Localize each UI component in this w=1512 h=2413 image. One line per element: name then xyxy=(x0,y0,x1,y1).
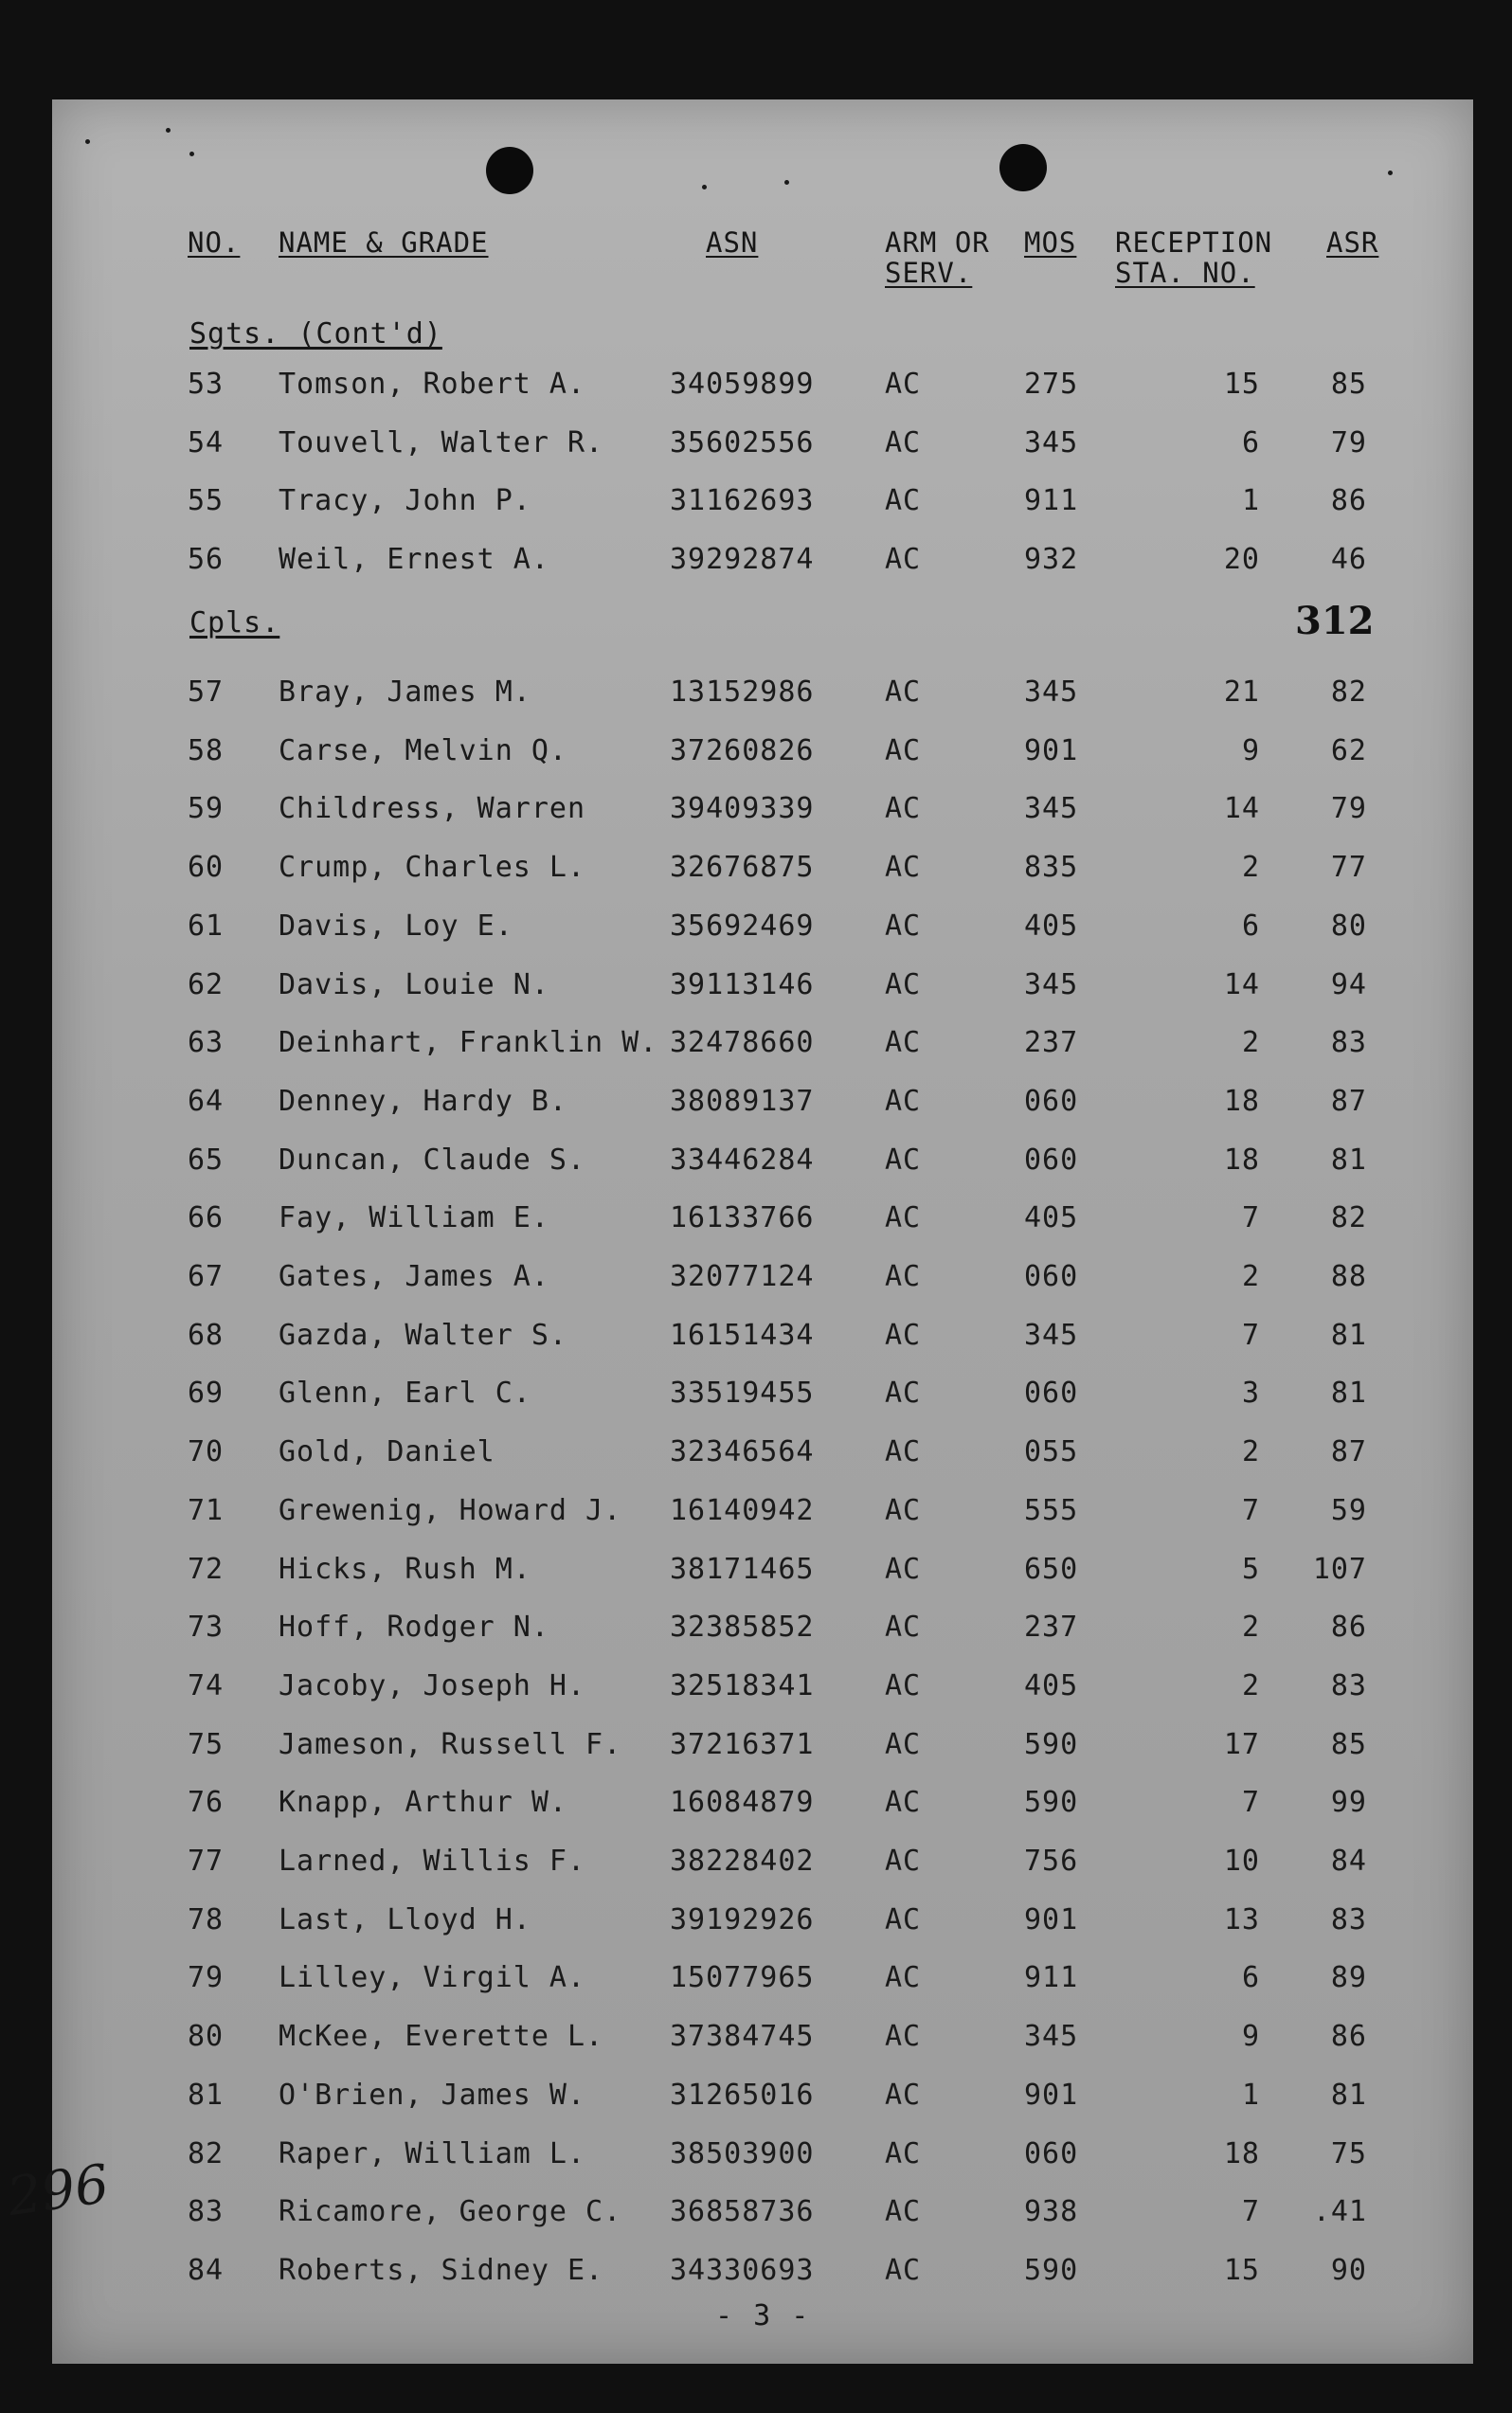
row-arm-or-serv: AC xyxy=(885,2195,922,2229)
row-arm-or-serv: AC xyxy=(885,1845,922,1878)
row-number: 56 xyxy=(188,542,225,576)
row-reception-station: 15 xyxy=(1223,2253,1260,2287)
row-mos: 938 xyxy=(1024,2195,1079,2229)
table-row xyxy=(52,2079,1473,2116)
page-number: - 3 - xyxy=(715,2299,811,2332)
row-asr: 46 xyxy=(1330,542,1367,576)
row-mos: 060 xyxy=(1024,1143,1079,1177)
row-asn: 37384745 xyxy=(670,2020,815,2054)
row-reception-station: 20 xyxy=(1223,542,1260,576)
row-number: 73 xyxy=(188,1611,225,1645)
row-reception-station: 2 xyxy=(1241,1435,1260,1469)
cpls-annotation: 312 xyxy=(1295,599,1375,643)
row-mos: 650 xyxy=(1024,1552,1079,1586)
row-asr: 79 xyxy=(1330,792,1367,826)
row-reception-station: 6 xyxy=(1241,425,1260,459)
row-arm-or-serv: AC xyxy=(885,909,922,943)
row-number: 70 xyxy=(188,1435,225,1469)
row-name-grade: Duncan, Claude S. xyxy=(279,1143,586,1177)
row-mos: 055 xyxy=(1024,1435,1079,1469)
row-asn: 39192926 xyxy=(670,1902,815,1936)
speck xyxy=(784,180,789,185)
row-mos: 590 xyxy=(1024,2253,1079,2287)
row-asn: 38503900 xyxy=(670,2136,815,2170)
row-reception-station: 18 xyxy=(1223,1143,1260,1177)
row-asr: 82 xyxy=(1330,675,1367,709)
table-row xyxy=(52,734,1473,772)
row-number: 72 xyxy=(188,1552,225,1586)
document-page xyxy=(52,99,1473,2364)
row-reception-station: 1 xyxy=(1241,2078,1260,2112)
row-asn: 15077965 xyxy=(670,1961,815,1995)
row-asn: 13152986 xyxy=(670,675,815,709)
row-name-grade: Larned, Willis F. xyxy=(279,1845,586,1878)
row-reception-station: 7 xyxy=(1241,1493,1260,1527)
speck xyxy=(189,152,194,156)
row-asr: 82 xyxy=(1330,1201,1367,1235)
row-name-grade: Jacoby, Joseph H. xyxy=(279,1668,586,1702)
table-row xyxy=(52,2020,1473,2058)
row-mos: 345 xyxy=(1024,675,1079,709)
row-name-grade: Hicks, Rush M. xyxy=(279,1552,531,1586)
row-asr: 86 xyxy=(1330,484,1367,517)
row-mos: 555 xyxy=(1024,1493,1079,1527)
header-no: NO. xyxy=(188,226,241,259)
row-reception-station: 9 xyxy=(1241,2020,1260,2054)
row-reception-station: 7 xyxy=(1241,1201,1260,1235)
speck xyxy=(166,128,171,133)
row-name-grade: Roberts, Sidney E. xyxy=(279,2253,604,2287)
row-arm-or-serv: AC xyxy=(885,484,922,517)
row-arm-or-serv: AC xyxy=(885,2253,922,2287)
row-reception-station: 6 xyxy=(1241,1961,1260,1995)
row-name-grade: Davis, Louie N. xyxy=(279,967,549,1001)
row-reception-station: 6 xyxy=(1241,909,1260,943)
row-arm-or-serv: AC xyxy=(885,1961,922,1995)
row-asn: 38089137 xyxy=(670,1084,815,1118)
table-row xyxy=(52,1786,1473,1824)
row-asr: 75 xyxy=(1330,2136,1367,2170)
table-row xyxy=(52,851,1473,889)
row-asr: .41 xyxy=(1312,2195,1367,2229)
row-mos: 237 xyxy=(1024,1611,1079,1645)
table-row xyxy=(52,426,1473,464)
row-mos: 345 xyxy=(1024,1318,1079,1352)
row-name-grade: McKee, Everette L. xyxy=(279,2020,604,2054)
row-asn: 31162693 xyxy=(670,484,815,517)
row-reception-station: 9 xyxy=(1241,733,1260,767)
row-arm-or-serv: AC xyxy=(885,368,922,401)
row-asr: 88 xyxy=(1330,1260,1367,1293)
row-arm-or-serv: AC xyxy=(885,2020,922,2054)
row-number: 82 xyxy=(188,2136,225,2170)
row-reception-station: 21 xyxy=(1223,675,1260,709)
table-row xyxy=(52,1669,1473,1707)
row-arm-or-serv: AC xyxy=(885,1143,922,1177)
row-reception-station: 7 xyxy=(1241,1786,1260,1820)
row-number: 54 xyxy=(188,425,225,459)
row-asr: 89 xyxy=(1330,1961,1367,1995)
row-reception-station: 2 xyxy=(1241,1026,1260,1060)
row-number: 79 xyxy=(188,1961,225,1995)
punch-hole xyxy=(486,147,533,194)
row-asr: 62 xyxy=(1330,733,1367,767)
row-asn: 32676875 xyxy=(670,851,815,885)
row-name-grade: Lilley, Virgil A. xyxy=(279,1961,586,1995)
row-mos: 590 xyxy=(1024,1786,1079,1820)
row-reception-station: 2 xyxy=(1241,1260,1260,1293)
row-name-grade: Glenn, Earl C. xyxy=(279,1377,531,1411)
table-row xyxy=(52,968,1473,1006)
row-mos: 345 xyxy=(1024,967,1079,1001)
row-number: 58 xyxy=(188,733,225,767)
row-asr: 81 xyxy=(1330,1377,1367,1411)
row-name-grade: Gazda, Walter S. xyxy=(279,1318,567,1352)
row-arm-or-serv: AC xyxy=(885,1611,922,1645)
row-asn: 16133766 xyxy=(670,1201,815,1235)
row-name-grade: Denney, Hardy B. xyxy=(279,1084,567,1118)
row-asr: 86 xyxy=(1330,2020,1367,2054)
row-number: 57 xyxy=(188,675,225,709)
row-arm-or-serv: AC xyxy=(885,675,922,709)
row-arm-or-serv: AC xyxy=(885,1435,922,1469)
header-arm-or-serv-line2: SERV. xyxy=(885,257,973,289)
speck xyxy=(702,185,707,189)
row-number: 81 xyxy=(188,2078,225,2112)
row-asn: 16151434 xyxy=(670,1318,815,1352)
row-arm-or-serv: AC xyxy=(885,967,922,1001)
table-row xyxy=(52,1728,1473,1766)
row-name-grade: Last, Lloyd H. xyxy=(279,1902,531,1936)
row-asr: 81 xyxy=(1330,1318,1367,1352)
header-reception-line2: STA. NO. xyxy=(1115,257,1255,289)
row-mos: 237 xyxy=(1024,1026,1079,1060)
row-mos: 405 xyxy=(1024,909,1079,943)
row-arm-or-serv: AC xyxy=(885,1260,922,1293)
row-number: 84 xyxy=(188,2253,225,2287)
table-row xyxy=(52,1260,1473,1298)
row-arm-or-serv: AC xyxy=(885,542,922,576)
row-asn: 35692469 xyxy=(670,909,815,943)
row-arm-or-serv: AC xyxy=(885,2136,922,2170)
row-reception-station: 14 xyxy=(1223,967,1260,1001)
table-row xyxy=(52,1201,1473,1239)
table-row xyxy=(52,1377,1473,1414)
row-reception-station: 7 xyxy=(1241,2195,1260,2229)
row-asn: 16140942 xyxy=(670,1493,815,1527)
row-arm-or-serv: AC xyxy=(885,1552,922,1586)
row-mos: 345 xyxy=(1024,792,1079,826)
row-asr: 86 xyxy=(1330,1611,1367,1645)
table-row xyxy=(52,1494,1473,1532)
header-arm-or-serv-line1: ARM OR xyxy=(885,226,990,259)
row-reception-station: 18 xyxy=(1223,2136,1260,2170)
table-row xyxy=(52,1553,1473,1591)
row-name-grade: Jameson, Russell F. xyxy=(279,1727,622,1761)
row-asn: 37216371 xyxy=(670,1727,815,1761)
row-name-grade: Childress, Warren xyxy=(279,792,586,826)
row-asr: 90 xyxy=(1330,2253,1367,2287)
row-mos: 060 xyxy=(1024,1084,1079,1118)
table-row xyxy=(52,675,1473,713)
row-asr: 83 xyxy=(1330,1668,1367,1702)
row-name-grade: Fay, William E. xyxy=(279,1201,549,1235)
row-asn: 34330693 xyxy=(670,2253,815,2287)
row-asr: 81 xyxy=(1330,1143,1367,1177)
row-asr: 59 xyxy=(1330,1493,1367,1527)
row-reception-station: 2 xyxy=(1241,1611,1260,1645)
row-name-grade: Ricamore, George C. xyxy=(279,2195,622,2229)
row-number: 65 xyxy=(188,1143,225,1177)
row-name-grade: Carse, Melvin Q. xyxy=(279,733,567,767)
row-arm-or-serv: AC xyxy=(885,792,922,826)
row-arm-or-serv: AC xyxy=(885,2078,922,2112)
row-mos: 405 xyxy=(1024,1201,1079,1235)
row-number: 53 xyxy=(188,368,225,401)
table-row xyxy=(52,1026,1473,1064)
row-asn: 39409339 xyxy=(670,792,815,826)
row-asr: 83 xyxy=(1330,1026,1367,1060)
row-name-grade: Gates, James A. xyxy=(279,1260,549,1293)
row-mos: 901 xyxy=(1024,1902,1079,1936)
row-arm-or-serv: AC xyxy=(885,1377,922,1411)
section-cpls: Cpls. xyxy=(189,606,280,639)
speck xyxy=(85,139,90,144)
row-asn: 16084879 xyxy=(670,1786,815,1820)
table-row xyxy=(52,1611,1473,1648)
row-asr: 94 xyxy=(1330,967,1367,1001)
row-asn: 33446284 xyxy=(670,1143,815,1177)
row-name-grade: Deinhart, Franklin W. xyxy=(279,1026,658,1060)
row-arm-or-serv: AC xyxy=(885,1026,922,1060)
row-asr: 99 xyxy=(1330,1786,1367,1820)
row-name-grade: Bray, James M. xyxy=(279,675,531,709)
row-asr: 77 xyxy=(1330,851,1367,885)
row-asn: 31265016 xyxy=(670,2078,815,2112)
row-arm-or-serv: AC xyxy=(885,1084,922,1118)
row-number: 61 xyxy=(188,909,225,943)
punch-hole xyxy=(999,144,1047,191)
table-row xyxy=(52,1961,1473,1999)
row-asn: 38228402 xyxy=(670,1845,815,1878)
row-name-grade: Davis, Loy E. xyxy=(279,909,513,943)
row-reception-station: 3 xyxy=(1241,1377,1260,1411)
row-number: 83 xyxy=(188,2195,225,2229)
row-number: 80 xyxy=(188,2020,225,2054)
row-asn: 37260826 xyxy=(670,733,815,767)
row-number: 66 xyxy=(188,1201,225,1235)
table-row xyxy=(52,2195,1473,2233)
row-arm-or-serv: AC xyxy=(885,1727,922,1761)
row-number: 68 xyxy=(188,1318,225,1352)
row-reception-station: 5 xyxy=(1241,1552,1260,1586)
row-asn: 38171465 xyxy=(670,1552,815,1586)
row-number: 69 xyxy=(188,1377,225,1411)
row-reception-station: 2 xyxy=(1241,1668,1260,1702)
row-number: 76 xyxy=(188,1786,225,1820)
header-mos: MOS xyxy=(1024,226,1077,259)
row-number: 64 xyxy=(188,1084,225,1118)
row-mos: 345 xyxy=(1024,425,1079,459)
row-name-grade: Touvell, Walter R. xyxy=(279,425,604,459)
row-mos: 345 xyxy=(1024,2020,1079,2054)
row-asr: 87 xyxy=(1330,1435,1367,1469)
row-number: 62 xyxy=(188,967,225,1001)
table-row xyxy=(52,1435,1473,1473)
row-asn: 32346564 xyxy=(670,1435,815,1469)
table-row xyxy=(52,1903,1473,1941)
header-asn: ASN xyxy=(706,226,759,259)
row-reception-station: 10 xyxy=(1223,1845,1260,1878)
row-name-grade: Grewenig, Howard J. xyxy=(279,1493,622,1527)
row-reception-station: 1 xyxy=(1241,484,1260,517)
row-asr: 85 xyxy=(1330,1727,1367,1761)
row-asn: 33519455 xyxy=(670,1377,815,1411)
row-number: 77 xyxy=(188,1845,225,1878)
row-mos: 901 xyxy=(1024,2078,1079,2112)
row-asr: 83 xyxy=(1330,1902,1367,1936)
row-name-grade: Gold, Daniel xyxy=(279,1435,495,1469)
row-arm-or-serv: AC xyxy=(885,733,922,767)
row-mos: 901 xyxy=(1024,733,1079,767)
row-name-grade: Hoff, Rodger N. xyxy=(279,1611,549,1645)
row-asr: 81 xyxy=(1330,2078,1367,2112)
row-asn: 35602556 xyxy=(670,425,815,459)
row-reception-station: 15 xyxy=(1223,368,1260,401)
row-arm-or-serv: AC xyxy=(885,1201,922,1235)
row-reception-station: 17 xyxy=(1223,1727,1260,1761)
row-number: 59 xyxy=(188,792,225,826)
row-name-grade: Crump, Charles L. xyxy=(279,851,586,885)
row-arm-or-serv: AC xyxy=(885,1786,922,1820)
row-mos: 060 xyxy=(1024,1260,1079,1293)
row-name-grade: O'Brien, James W. xyxy=(279,2078,586,2112)
row-name-grade: Weil, Ernest A. xyxy=(279,542,549,576)
row-asr: 87 xyxy=(1330,1084,1367,1118)
row-number: 67 xyxy=(188,1260,225,1293)
row-mos: 756 xyxy=(1024,1845,1079,1878)
row-mos: 911 xyxy=(1024,484,1079,517)
row-name-grade: Tracy, John P. xyxy=(279,484,531,517)
row-asn: 32385852 xyxy=(670,1611,815,1645)
table-row xyxy=(52,2254,1473,2292)
row-asr: 84 xyxy=(1330,1845,1367,1878)
row-arm-or-serv: AC xyxy=(885,425,922,459)
table-row xyxy=(52,1845,1473,1882)
table-row xyxy=(52,909,1473,947)
table-row xyxy=(52,1085,1473,1123)
row-name-grade: Tomson, Robert A. xyxy=(279,368,586,401)
row-mos: 835 xyxy=(1024,851,1079,885)
row-mos: 590 xyxy=(1024,1727,1079,1761)
table-row xyxy=(52,484,1473,522)
row-asr: 107 xyxy=(1312,1552,1367,1586)
header-reception-line1: RECEPTION xyxy=(1115,226,1273,259)
row-asn: 32077124 xyxy=(670,1260,815,1293)
table-row xyxy=(52,792,1473,830)
row-number: 60 xyxy=(188,851,225,885)
margin-handwriting: 296 xyxy=(3,2152,113,2229)
row-reception-station: 13 xyxy=(1223,1902,1260,1936)
row-asr: 79 xyxy=(1330,425,1367,459)
row-asr: 85 xyxy=(1330,368,1367,401)
row-arm-or-serv: AC xyxy=(885,1668,922,1702)
row-name-grade: Knapp, Arthur W. xyxy=(279,1786,567,1820)
row-number: 63 xyxy=(188,1026,225,1060)
row-number: 74 xyxy=(188,1668,225,1702)
row-mos: 060 xyxy=(1024,1377,1079,1411)
row-mos: 405 xyxy=(1024,1668,1079,1702)
row-mos: 275 xyxy=(1024,368,1079,401)
row-arm-or-serv: AC xyxy=(885,1318,922,1352)
row-asn: 32478660 xyxy=(670,1026,815,1060)
speck xyxy=(1388,171,1393,175)
header-name-grade: NAME & GRADE xyxy=(279,226,489,259)
row-asn: 36858736 xyxy=(670,2195,815,2229)
row-number: 75 xyxy=(188,1727,225,1761)
table-row xyxy=(52,2137,1473,2175)
row-reception-station: 14 xyxy=(1223,792,1260,826)
section-sgts: Sgts. (Cont'd) xyxy=(189,317,442,351)
table-row xyxy=(52,1319,1473,1357)
row-reception-station: 2 xyxy=(1241,851,1260,885)
table-row xyxy=(52,543,1473,581)
row-asr: 80 xyxy=(1330,909,1367,943)
row-reception-station: 7 xyxy=(1241,1318,1260,1352)
row-arm-or-serv: AC xyxy=(885,1493,922,1527)
row-mos: 911 xyxy=(1024,1961,1079,1995)
row-reception-station: 18 xyxy=(1223,1084,1260,1118)
row-asn: 34059899 xyxy=(670,368,815,401)
row-asn: 39113146 xyxy=(670,967,815,1001)
row-asn: 39292874 xyxy=(670,542,815,576)
row-mos: 060 xyxy=(1024,2136,1079,2170)
header-asr: ASR xyxy=(1326,226,1379,259)
row-number: 71 xyxy=(188,1493,225,1527)
row-arm-or-serv: AC xyxy=(885,851,922,885)
table-row xyxy=(52,1143,1473,1181)
row-asn: 32518341 xyxy=(670,1668,815,1702)
row-arm-or-serv: AC xyxy=(885,1902,922,1936)
table-row xyxy=(52,368,1473,405)
row-name-grade: Raper, William L. xyxy=(279,2136,586,2170)
row-number: 55 xyxy=(188,484,225,517)
row-number: 78 xyxy=(188,1902,225,1936)
row-mos: 932 xyxy=(1024,542,1079,576)
